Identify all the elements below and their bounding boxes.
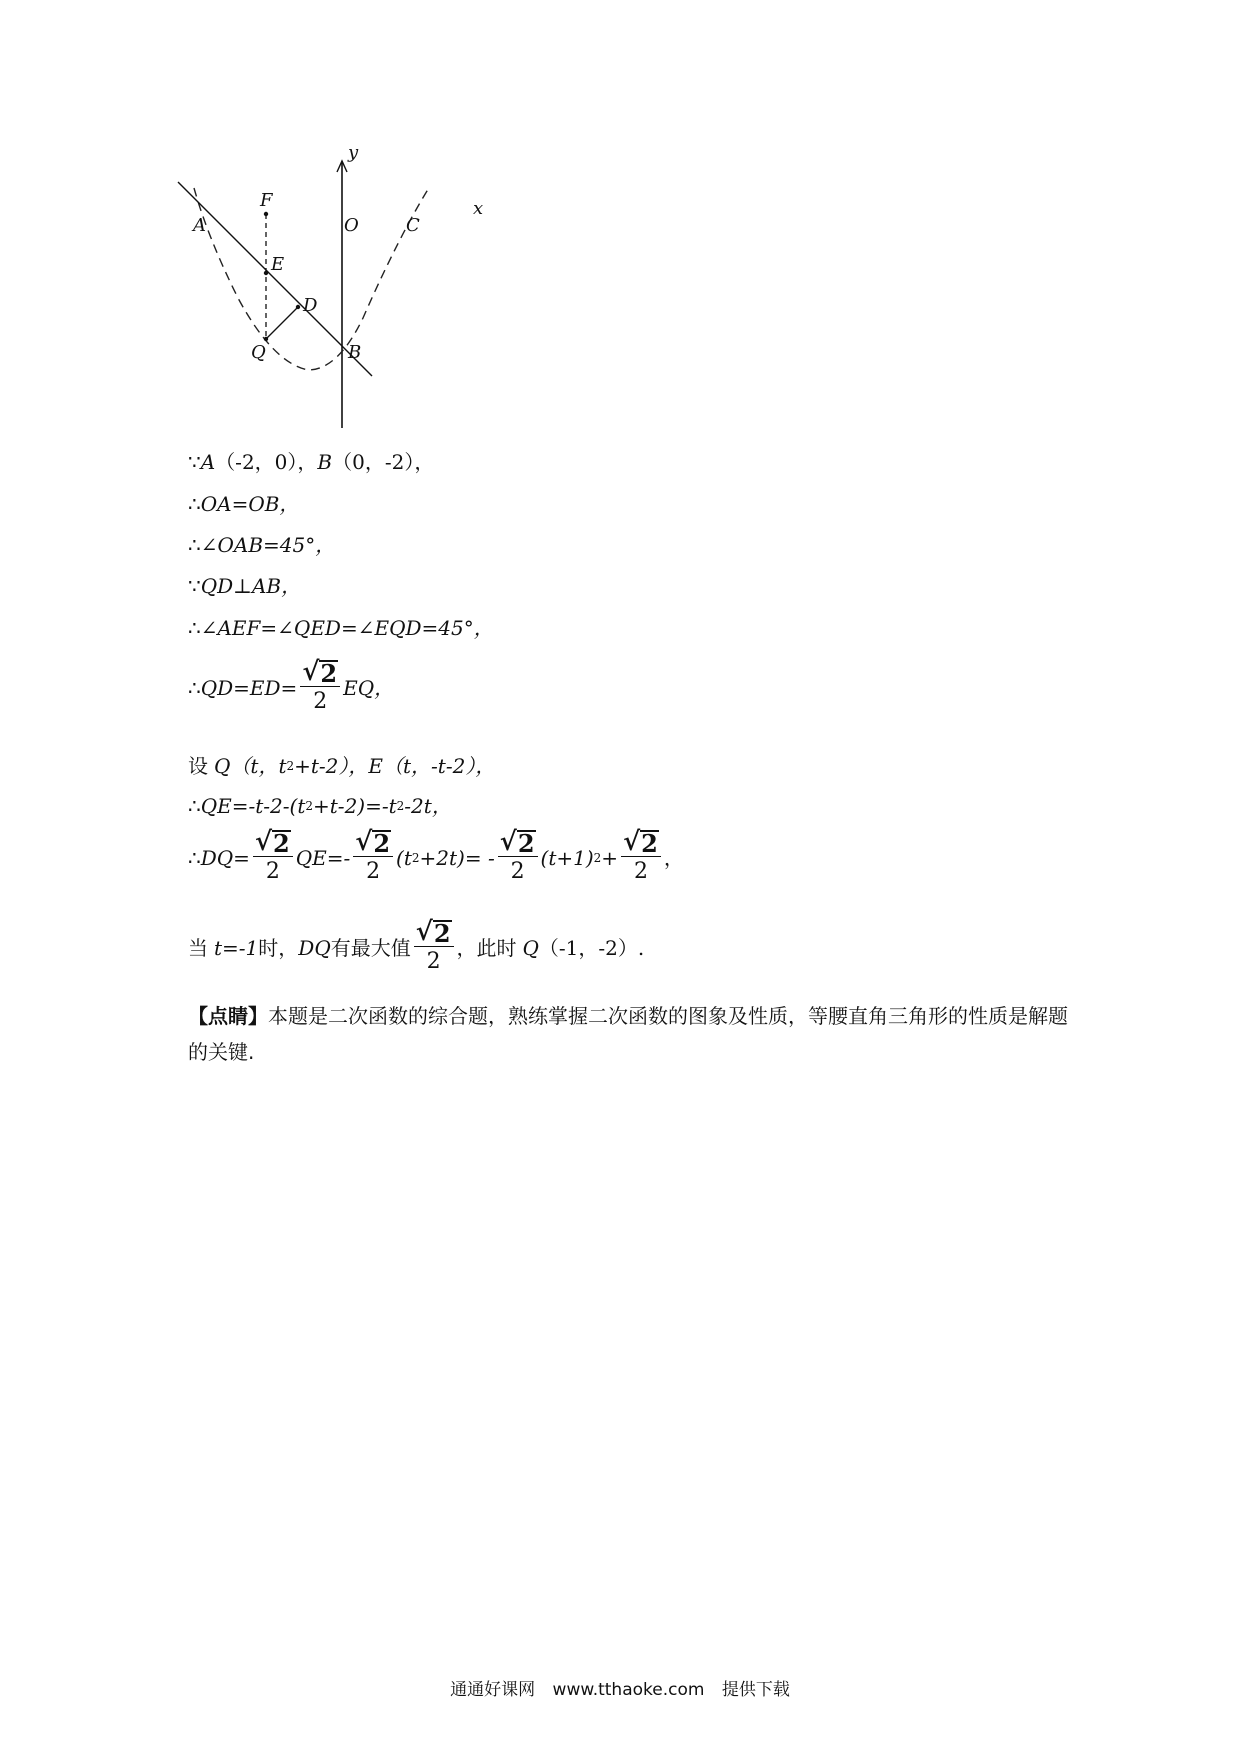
page-footer bbox=[0, 1675, 1240, 1700]
fraction-sqrt2-over-2: √ 2 2 bbox=[414, 918, 454, 977]
point-d bbox=[296, 305, 300, 309]
label-y: y bbox=[348, 142, 359, 163]
fraction-sqrt2-over-2: √ 2 2 bbox=[353, 828, 393, 887]
footer-suffix: 提供下载 bbox=[721, 1680, 790, 1700]
line-qd bbox=[266, 307, 298, 339]
solution-line-10: 当 t=-1 时， DQ 有最大值 √ 2 2 ，此时 Q （-1，-2）. bbox=[188, 918, 644, 977]
point-f bbox=[264, 212, 268, 216]
fraction-sqrt2-over-2: √ 2 2 bbox=[498, 828, 538, 887]
fraction-sqrt2-over-2: √ 2 2 bbox=[300, 658, 340, 717]
solution-line-6: ∴ QD=ED= √ 2 2 EQ， bbox=[188, 658, 394, 717]
solution-line-2: ∴ OA=OB， bbox=[188, 492, 300, 516]
solution-line-4: ∵ QD⊥AB， bbox=[188, 574, 302, 598]
label-a: A bbox=[193, 215, 206, 236]
solution-line-1: ∵ A （-2，0）， B （0，-2）， bbox=[188, 450, 435, 474]
label-o: O bbox=[344, 215, 359, 236]
solution-line-8: ∴ QE=-t-2-(t 2 +t-2)=-t 2 -2t， bbox=[188, 794, 452, 818]
solution-line-9: ∴ DQ= √ 2 2 QE=- √ 2 2 (t 2 +2t)= - √ 2 2 (t+1) 2 + √ 2 2 ， bbox=[188, 828, 684, 887]
label-b: B bbox=[348, 342, 362, 363]
label-c: C bbox=[406, 215, 420, 236]
label-e: E bbox=[271, 254, 285, 275]
line-ab bbox=[178, 182, 372, 376]
fraction-sqrt2-over-2: √ 2 2 bbox=[253, 828, 293, 887]
solution-line-3: ∴ ∠ OAB=45°， bbox=[188, 533, 336, 557]
footer-site-name: 通通好课网 bbox=[450, 1680, 536, 1700]
point-e bbox=[264, 271, 268, 275]
label-f: F bbox=[260, 190, 273, 211]
label-d: D bbox=[303, 295, 318, 316]
solution-line-7: 设 Q （t，t 2 +t-2）， E （t，-t-2）， bbox=[188, 754, 496, 778]
key-point-note: 【点睛】本题是二次函数的综合题，熟练掌握二次函数的图象及性质，等腰直角三角形的性质是解题的关键. bbox=[188, 1004, 1068, 1064]
footer-url[interactable]: www.tthaoke.com bbox=[552, 1680, 705, 1700]
label-x: x bbox=[473, 198, 484, 219]
parabola-curve bbox=[194, 186, 430, 370]
label-q: Q bbox=[251, 342, 266, 363]
solution-line-5: ∴ ∠AEF=∠QED=∠EQD=45°， bbox=[188, 616, 494, 640]
fraction-sqrt2-over-2: √ 2 2 bbox=[621, 828, 661, 887]
point-q bbox=[264, 337, 268, 341]
geometry-figure bbox=[188, 142, 548, 438]
